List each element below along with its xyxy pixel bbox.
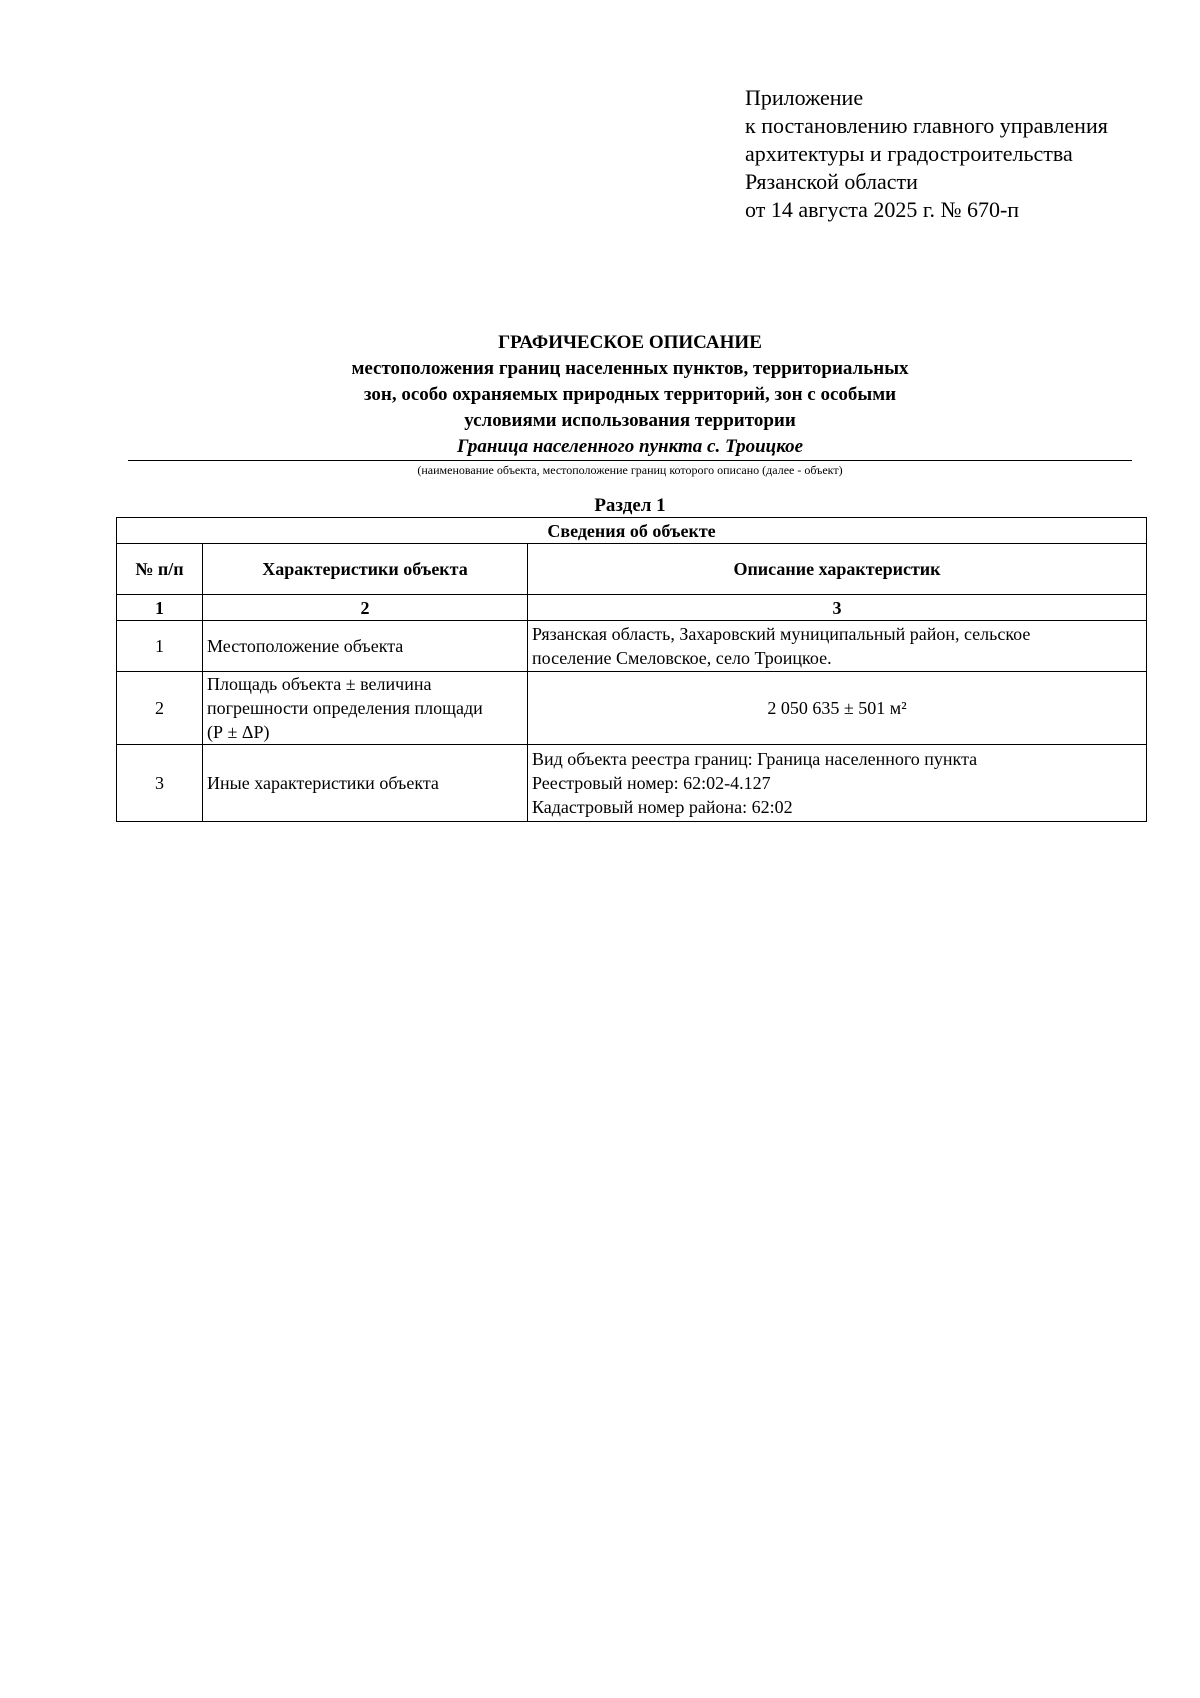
characteristic-line: Площадь объекта ± величина xyxy=(207,674,432,694)
row-number: 3 xyxy=(117,745,203,822)
appendix-block xyxy=(745,84,1108,224)
row-description xyxy=(528,621,1147,672)
table-row xyxy=(117,745,1147,822)
row-description: 2 050 635 ± 501 м² xyxy=(528,672,1147,745)
object-caption: (наименование объекта, местоположение границ которого описано (далее - объект) xyxy=(417,463,843,477)
description-line: Вид объекта реестра границ: Граница населенного пункта xyxy=(532,749,978,769)
row-characteristic xyxy=(203,672,528,745)
row-number: 1 xyxy=(117,621,203,672)
column-number: 2 xyxy=(203,595,528,621)
row-characteristic: Иные характеристики объекта xyxy=(203,745,528,822)
column-number: 1 xyxy=(117,595,203,621)
row-description xyxy=(528,745,1147,822)
document-title: ГРАФИЧЕСКОЕ ОПИСАНИЕ xyxy=(498,332,762,353)
section-label: Раздел 1 xyxy=(594,495,666,516)
characteristic-line: погрешности определения площади xyxy=(207,698,483,718)
description-line: Кадастровый номер района: 62:02 xyxy=(532,797,793,817)
header-characteristic: Характеристики объекта xyxy=(203,544,528,595)
appendix-line: Приложение xyxy=(745,85,864,110)
title-subline: условиями использования территории xyxy=(464,410,796,431)
table-caption-row xyxy=(117,518,1147,544)
column-number: 3 xyxy=(528,595,1147,621)
title-subline: местоположения границ населенных пунктов, территориальных xyxy=(351,358,909,379)
header-num: № п/п xyxy=(117,544,203,595)
title-subline: зон, особо охраняемых природных территорий, зон с особыми xyxy=(363,384,897,405)
table-row xyxy=(117,621,1147,672)
description-line: Рязанская область, Захаровский муниципальный район, сельское xyxy=(532,624,1031,644)
row-number: 2 xyxy=(117,672,203,745)
column-number-row xyxy=(117,595,1147,621)
characteristic-line: (Р ± ΔР) xyxy=(207,722,270,742)
object-name: Граница населенного пункта с. Троицкое xyxy=(456,436,804,457)
appendix-line: к постановлению главного управления xyxy=(745,113,1108,138)
object-info-table xyxy=(116,517,1147,822)
description-line: поселение Смеловское, село Троицкое. xyxy=(532,648,832,668)
row-characteristic: Местоположение объекта xyxy=(203,621,528,672)
header-description: Описание характеристик xyxy=(528,544,1147,595)
appendix-line: от 14 августа 2025 г. № 670-п xyxy=(745,197,1020,222)
table-row xyxy=(117,672,1147,745)
title-block xyxy=(128,330,1132,460)
description-line: Реестровый номер: 62:02-4.127 xyxy=(532,773,771,793)
appendix-line: архитектуры и градостроительства xyxy=(745,141,1073,166)
appendix-line: Рязанской области xyxy=(745,169,918,194)
object-name-underline xyxy=(128,460,1132,461)
table-caption: Сведения об объекте xyxy=(117,518,1147,544)
table-header-row xyxy=(117,544,1147,595)
